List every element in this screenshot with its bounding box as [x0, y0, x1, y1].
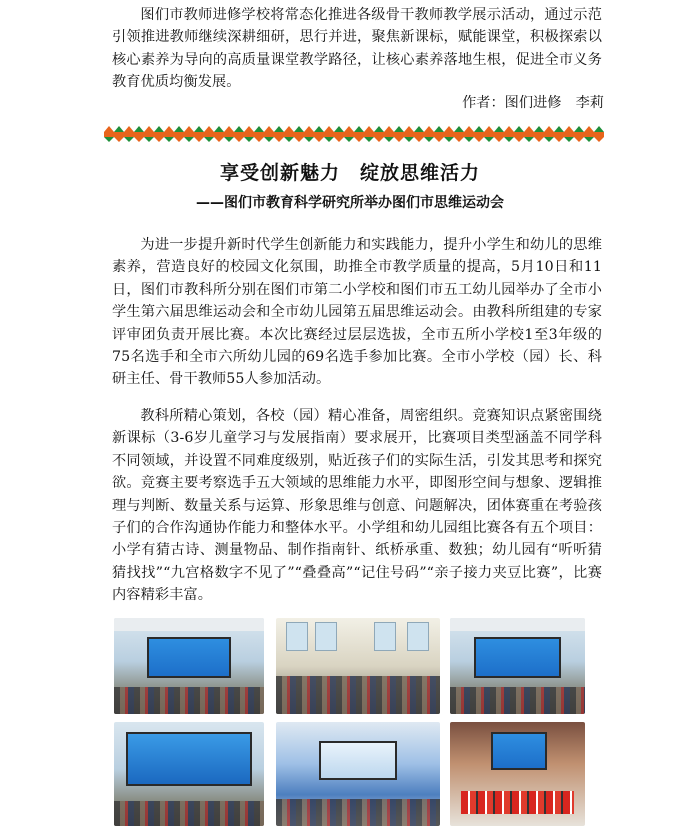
article-paragraph-2: 教科所精心策划，各校（园）精心准备，周密组织。竞赛知识点紧密围绕新课标（3-6岁儿童学习与发展指南）要求展开，比赛项目类型涵盖不同学科不同领域，并设置不同难度级别，贴近孩子们的实际生活，引发其思考和探究欲。竞赛主要考察选手五大领域的思维能力水平，即图形空间与想象、逻辑推理与判断、数量关系与运算、形象思维与创意、问题解决，团体赛重在考验孩子们的合作沟通协作能力和整体水平。小学组和幼儿园组比赛各有五个项目：小学有猜古诗、测量物品、制作指南针、纸桥承重、数独；幼儿园有“听听猜猜找找”“九宫格数字不见了”“叠叠高”“记住号码”“亲子接力夹豆比赛”，比赛内容精彩丰富。	[112, 408, 602, 604]
article-title: 享受创新魅力 绽放思维活力	[219, 162, 480, 184]
photo-auditorium-presentation	[114, 618, 264, 714]
photo-children-performance	[450, 722, 585, 826]
photo-speaker-screen	[114, 722, 264, 826]
decorative-divider	[104, 126, 604, 142]
intro-paragraph: 图们市教师进修学校将常态化推进各级骨干教师教学展示活动，通过示范引领推进教师继续深耕细研，思行并进，聚焦新课标，赋能课堂，积极探索以核心素养为导向的高质量课堂教学路径，让核心素养落地生根，促进全市义务教育优质均衡发展。	[112, 7, 602, 91]
photo-classroom-students	[276, 618, 440, 714]
photo-auditorium-stage	[450, 618, 585, 714]
author-line: 作者：图们进修 李莉	[462, 95, 604, 111]
article-subtitle: ——图们市教育科学研究所举办图们市思维运动会	[196, 195, 504, 211]
photo-hall-participants	[276, 722, 440, 826]
article-paragraph-1: 为进一步提升新时代学生创新能力和实践能力，提升小学生和幼儿的思维素养，营造良好的校园文化氛围，助推全市教学质量的提高，5月10日和11日，图们市教科所分别在图们市第二小学校和图们市五工幼儿园举办了全市小学生第六届思维运动会和全市幼儿园第五届思维运动会。由教科所组建的专家评审团负责开展比赛。本次比赛经过层层选拔，全市五所小学校1至3年级的75名选手和全市六所幼儿园的69名选手参加比赛。全市小学校（园）长、科研主任、骨干教师55人参加活动。	[112, 237, 602, 388]
